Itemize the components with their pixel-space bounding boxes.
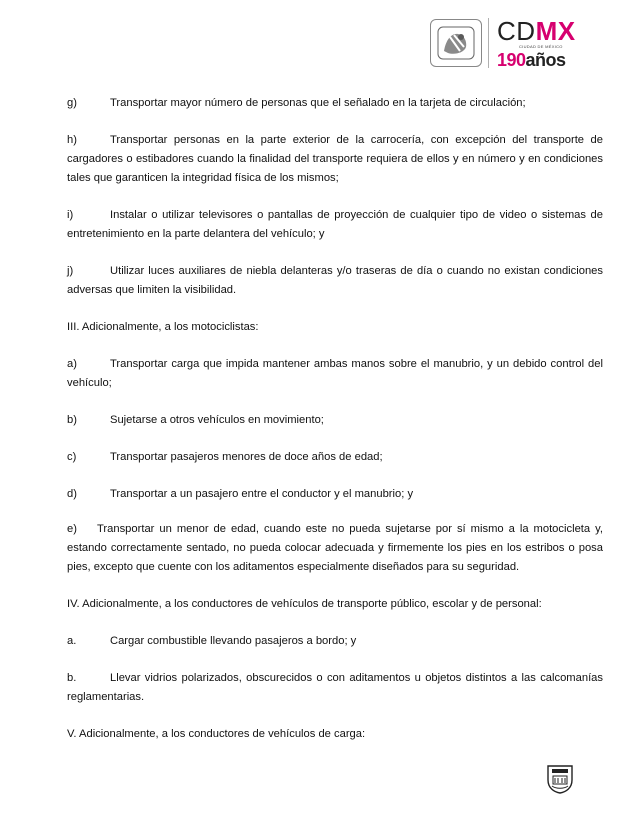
section-iii-heading — [67, 318, 603, 337]
item-label: i) — [67, 209, 74, 221]
header-logos — [430, 14, 580, 72]
item-text: Transportar un menor de edad, cuando este no pueda sujetarse por sí mismo a la motocicleta y, estando correctamente sentado, no pueda colocar adecuada y firmemente los pies en los estribos o posa pies, excepto que cuente con los aditamentos especialmente diseñados para su seguridad. — [67, 523, 603, 573]
paragraph-d — [67, 485, 603, 504]
years-word: años — [525, 49, 566, 70]
section-text: IV. Adicionalmente, a los conductores de vehículos de transporte público, escolar y de personal: — [67, 598, 542, 610]
paragraph-iv-b — [67, 669, 603, 707]
years-number: 190 — [497, 49, 526, 70]
section-text: V. Adicionalmente, a los conductores de vehículos de carga: — [67, 728, 366, 740]
item-label: j) — [67, 265, 74, 277]
item-label: g) — [67, 97, 77, 109]
item-label: h) — [67, 134, 77, 146]
city-coat-of-arms-icon — [546, 764, 574, 794]
document-body — [67, 94, 603, 744]
brand-cd: CD — [497, 15, 536, 46]
section-v-heading — [67, 725, 603, 744]
item-text: Llevar vidrios polarizados, obscurecidos o con aditamentos u objetos distintos a las calcomanías reglamentarias. — [67, 672, 603, 703]
paragraph-g — [67, 94, 603, 113]
item-text: Transportar carga que impida mantener ambas manos sobre el manubrio, y un debido control del vehículo; — [67, 358, 603, 389]
item-text: Transportar mayor número de personas que el señalado en la tarjeta de circulación; — [110, 97, 526, 109]
paragraph-iv-a — [67, 632, 603, 651]
section-text: III. Adicionalmente, a los motociclistas: — [67, 321, 259, 333]
logo-divider — [488, 18, 489, 68]
item-text: Transportar a un pasajero entre el conductor y el manubrio; y — [110, 488, 414, 500]
item-label: c) — [67, 451, 77, 463]
item-label: d) — [67, 488, 77, 500]
brand-anniversary — [497, 51, 576, 69]
item-text: Utilizar luces auxiliares de niebla delanteras y/o traseras de día o cuando no existan condiciones adversas que limiten la visibilidad. — [67, 265, 603, 296]
paragraph-a — [67, 355, 603, 393]
item-label: e) — [67, 523, 77, 535]
item-label: a. — [67, 635, 77, 647]
paragraph-h — [67, 131, 603, 188]
item-text: Instalar o utilizar televisores o pantallas de proyección de cualquier tipo de video o sistemas de entretenimiento en la parte delantera del vehículo; y — [67, 209, 603, 240]
paragraph-b — [67, 411, 603, 430]
item-label: a) — [67, 358, 77, 370]
brand-subtitle: CIUDAD DE MÉXICO — [519, 43, 563, 49]
item-text: Sujetarse a otros vehículos en movimiento; — [110, 414, 324, 426]
paragraph-c — [67, 448, 603, 467]
item-text: Transportar pasajeros menores de doce años de edad; — [110, 451, 383, 463]
brand-mx: MX — [535, 15, 576, 46]
cdmx-brand — [497, 15, 576, 70]
item-text: Cargar combustible llevando pasajeros a bordo; y — [110, 635, 357, 647]
government-seal-icon — [430, 19, 482, 67]
paragraph-i — [67, 206, 603, 244]
item-label: b. — [67, 672, 77, 684]
paragraph-e — [67, 520, 603, 577]
item-label: b) — [67, 414, 77, 426]
paragraph-j — [67, 262, 603, 300]
item-text: Transportar personas en la parte exterior de la carrocería, con excepción del transporte de cargadores o estibadores cuando la finalidad del transporte requiera de ellos y en número y en condiciones tales que garanticen la integridad física de los mismos; — [67, 134, 603, 184]
section-iv-heading — [67, 595, 603, 614]
